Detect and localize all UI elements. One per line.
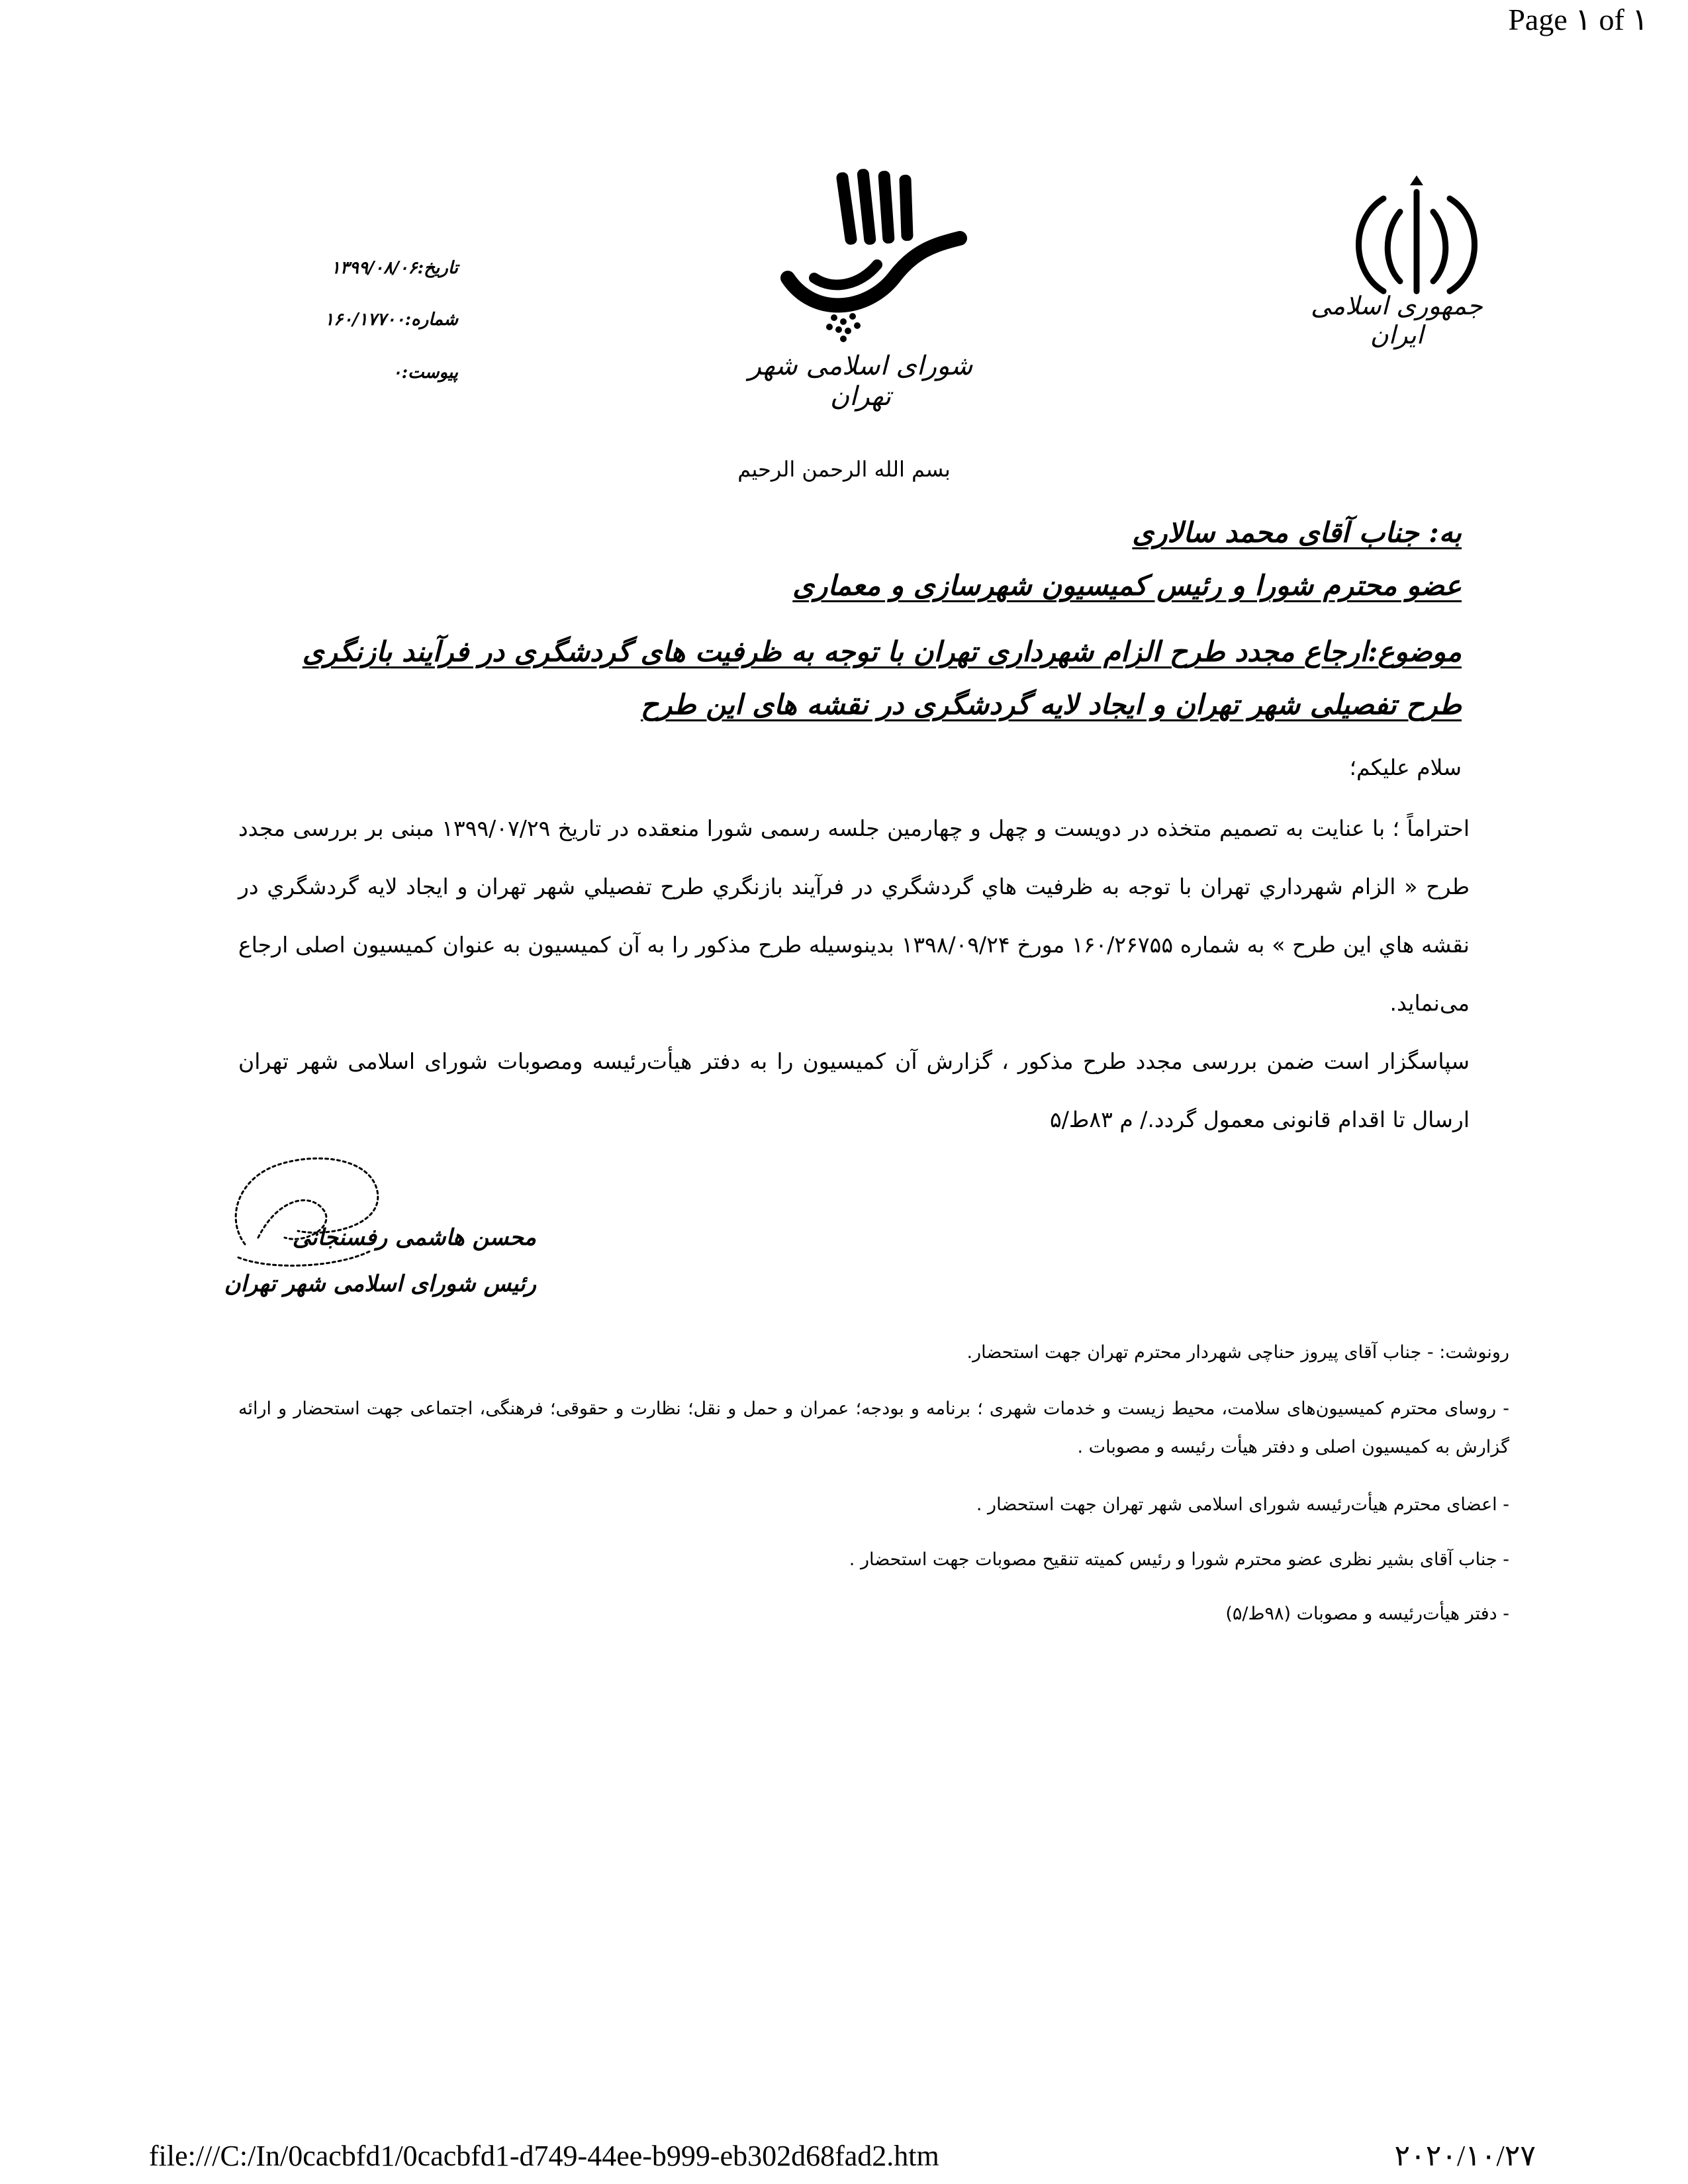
subject-line-2: طرح تفصیلی شهر تهران و ایجاد لایه گردشگری در نقشه های این طرح bbox=[640, 688, 1462, 721]
council-logo-caption: شورای اسلامی شهر تهران bbox=[748, 351, 973, 412]
page-indicator: Page ۱ of ۱ bbox=[1508, 3, 1648, 36]
subject-line-1: موضوع:ارجاع مجدد طرح الزام شهرداری تهران با توجه به ظرفیت های گردشگری در فرآیند بازنگری bbox=[302, 635, 1462, 668]
cc-line-3: - اعضای محترم هیأت‌رئیسه شورای اسلامی شهر تهران جهت استحضار . bbox=[976, 1494, 1509, 1515]
file-path: file:///C:/In/0cacbfd1/0cacbfd1-d749-44ee-b999-eb302d68fad2.htm bbox=[149, 2140, 939, 2172]
letter-attachment: پیوست:۰ bbox=[392, 363, 458, 383]
salutation: سلام علیکم؛ bbox=[1349, 754, 1462, 780]
council-logo-icon bbox=[761, 165, 980, 344]
signer-title: رئیس شورای اسلامی شهر تهران bbox=[224, 1271, 536, 1297]
iran-emblem-caption: جمهوری اسلامی ایران bbox=[1311, 291, 1483, 349]
signer-name: محسن هاشمی رفسنجانی bbox=[292, 1224, 536, 1251]
body-paragraph-2: سپاسگزار است ضمن بررسی مجدد طرح مذکور ، گزارش آن کمیسیون را به دفتر هیأت‌رئیسه ومصوبات شورای اسلامی شهر تهران ارسال تا اقدام قانونی معمول گردد./ م ۸۳ط/۵ bbox=[238, 1048, 1470, 1132]
bismillah: بسم الله الرحمن الرحیم bbox=[737, 457, 951, 482]
addressee-title: عضو محترم شورا و رئیس کمیسیون شهرسازی و معماری bbox=[792, 569, 1462, 602]
cc-line-4: - جناب آقای بشیر نظری عضو محترم شورا و رئیس کمیته تنقیح مصوبات جهت استحضار . bbox=[849, 1549, 1509, 1570]
letter-date: تاریخ:۱۳۹۹/۰۸/۰۶ bbox=[330, 258, 458, 278]
body-paragraph-1: احتراماً ؛ با عنایت به تصمیم متخذه در دویست و چهل و چهارمین جلسه رسمی شورا منعقده در تاریخ ۱۳۹۹/۰۷/۲۹ مبنی بر بررسی مجدد طرح « الزام شهرداري تهران با توجه به ظرفيت هاي گردشگري در فرآيند بازنگري طرح تفصيلي شهر تهران و ايجاد لايه گردشگري در نقشه هاي اين طرح » به شماره ۱۶۰/۲۶۷۵۵ مورخ ۱۳۹۸/۰۹/۲۴ بدینوسیله طرح مذکور را به آن کمیسیون به عنوان کمیسیون اصلی ارجاع می‌نماید. bbox=[238, 815, 1470, 1016]
addressee-name: به: جناب آقای محمد سالاری bbox=[1132, 516, 1462, 549]
print-date: ۲۰۲۰/۱۰/۲۷ bbox=[1394, 2140, 1536, 2172]
cc-line-2: - روسای محترم کمیسیون‌های سلامت، محیط زیست و خدمات شهری ؛ برنامه و بودجه؛ عمران و حمل و نقل؛ نظارت و حقوقی؛ فرهنگی، اجتماعی جهت استحضار و ارائه گزارش به کمیسیون اصلی و دفتر هیأت رئیسه و مصوبات . bbox=[238, 1398, 1509, 1457]
cc-line-1: رونوشت: - جناب آقای پیروز حناچی شهردار محترم تهران جهت استحضار. bbox=[966, 1342, 1509, 1363]
letter-number: شماره:۱۶۰/۱۷۷۰۰ bbox=[324, 310, 458, 330]
signature-scribble-icon bbox=[218, 1138, 391, 1277]
cc-line-5: - دفتر هیأت‌رئیسه و مصوبات (۹۸ط/۵) bbox=[1225, 1604, 1509, 1624]
